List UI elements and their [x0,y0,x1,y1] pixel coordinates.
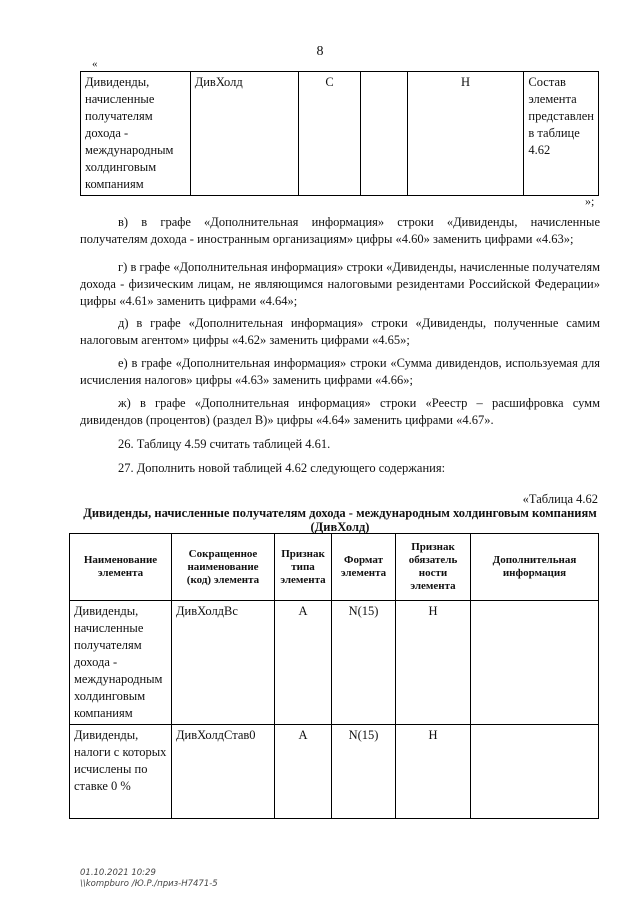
paragraph-v: в) в графе «Дополнительная информация» строки «Дивиденды, начисленные получателям дохода - иностранным организациям» цифры «4.60» заменить цифрами «4.63»; [80,215,600,246]
element-format-cell [361,72,407,196]
footer-timestamp: 01.10.2021 10:29 [80,868,156,878]
element-code-cell: ДивХолд [190,72,298,196]
table-label: «Таблица 4.62 [522,492,598,506]
element-name-cell: Дивиденды, начисленные получателям дохода - международным холдинговым компаниям [70,601,172,725]
paragraph-26: 26. Таблицу 4.59 считать таблицей 4.61. [118,437,331,451]
element-info-cell: Состав элемента представлен в таблице 4.62 [524,72,599,196]
element-name-cell: Дивиденды, начисленные получателям дохода - международным холдинговым компаниям [81,72,191,196]
table-row [70,601,599,725]
paragraph-zh: ж) в графе «Дополнительная информация» строки «Реестр – расшифровка сумм дивидендов (процентов) (раздел В)» цифры «4.64» заменить цифрами «4.67». [80,396,600,427]
closing-quote: »; [585,194,595,208]
header-element-type: Признак типа элемента [275,534,332,601]
element-format-cell: N(15) [332,601,396,725]
header-element-name: Наименование элемента [70,534,172,601]
footer-file-path: \\kompburo /Ю.Р./приз-Н7471-5 [80,879,218,889]
table-title: Дивиденды, начисленные получателям дохода - международным холдинговым компаниям (ДивХолд) [83,506,597,534]
element-name-cell: Дивиденды, налоги с которых исчислены по ставке 0 % [70,725,172,819]
table-header-row [70,534,599,601]
element-code-cell: ДивХолдСтав0 [172,725,275,819]
table-row [81,72,599,196]
element-info-cell [471,601,599,725]
header-element-required: Признак обязатель ности элемента [396,534,471,601]
opening-quote: « [92,58,98,70]
element-type-cell: А [275,601,332,725]
element-required-cell: Н [396,601,471,725]
element-type-cell: А [275,725,332,819]
element-type-cell: С [298,72,361,196]
element-info-cell [471,725,599,819]
header-additional-info: Дополнительная информация [471,534,599,601]
page-number: 8 [316,44,324,59]
paragraph-g: г) в графе «Дополнительная информация» строки «Дивиденды, начисленные получателям дохода - физическим лицам, не являющимся налоговыми резидентами Российской Федерации» цифры «4.61» заменить цифрами «4.64»; [80,260,600,308]
header-element-format: Формат элемента [332,534,396,601]
element-required-cell: Н [396,725,471,819]
table-row [70,725,599,819]
table-4-62 [69,533,599,819]
paragraph-27: 27. Дополнить новой таблицей 4.62 следующего содержания: [118,461,446,475]
element-format-cell: N(15) [332,725,396,819]
continuation-table [80,71,599,196]
element-required-cell: Н [407,72,524,196]
paragraph-d: д) в графе «Дополнительная информация» строки «Дивиденды, полученные самим налоговым агентом» цифры «4.62» заменить цифрами «4.65»; [80,316,600,347]
header-element-code: Сокращенное наименование (код) элемента [172,534,275,601]
paragraph-e: е) в графе «Дополнительная информация» строки «Сумма дивидендов, используемая для исчисления налогов» цифры «4.63» заменить цифрами «4.66»; [80,356,600,387]
element-code-cell: ДивХолдВс [172,601,275,725]
